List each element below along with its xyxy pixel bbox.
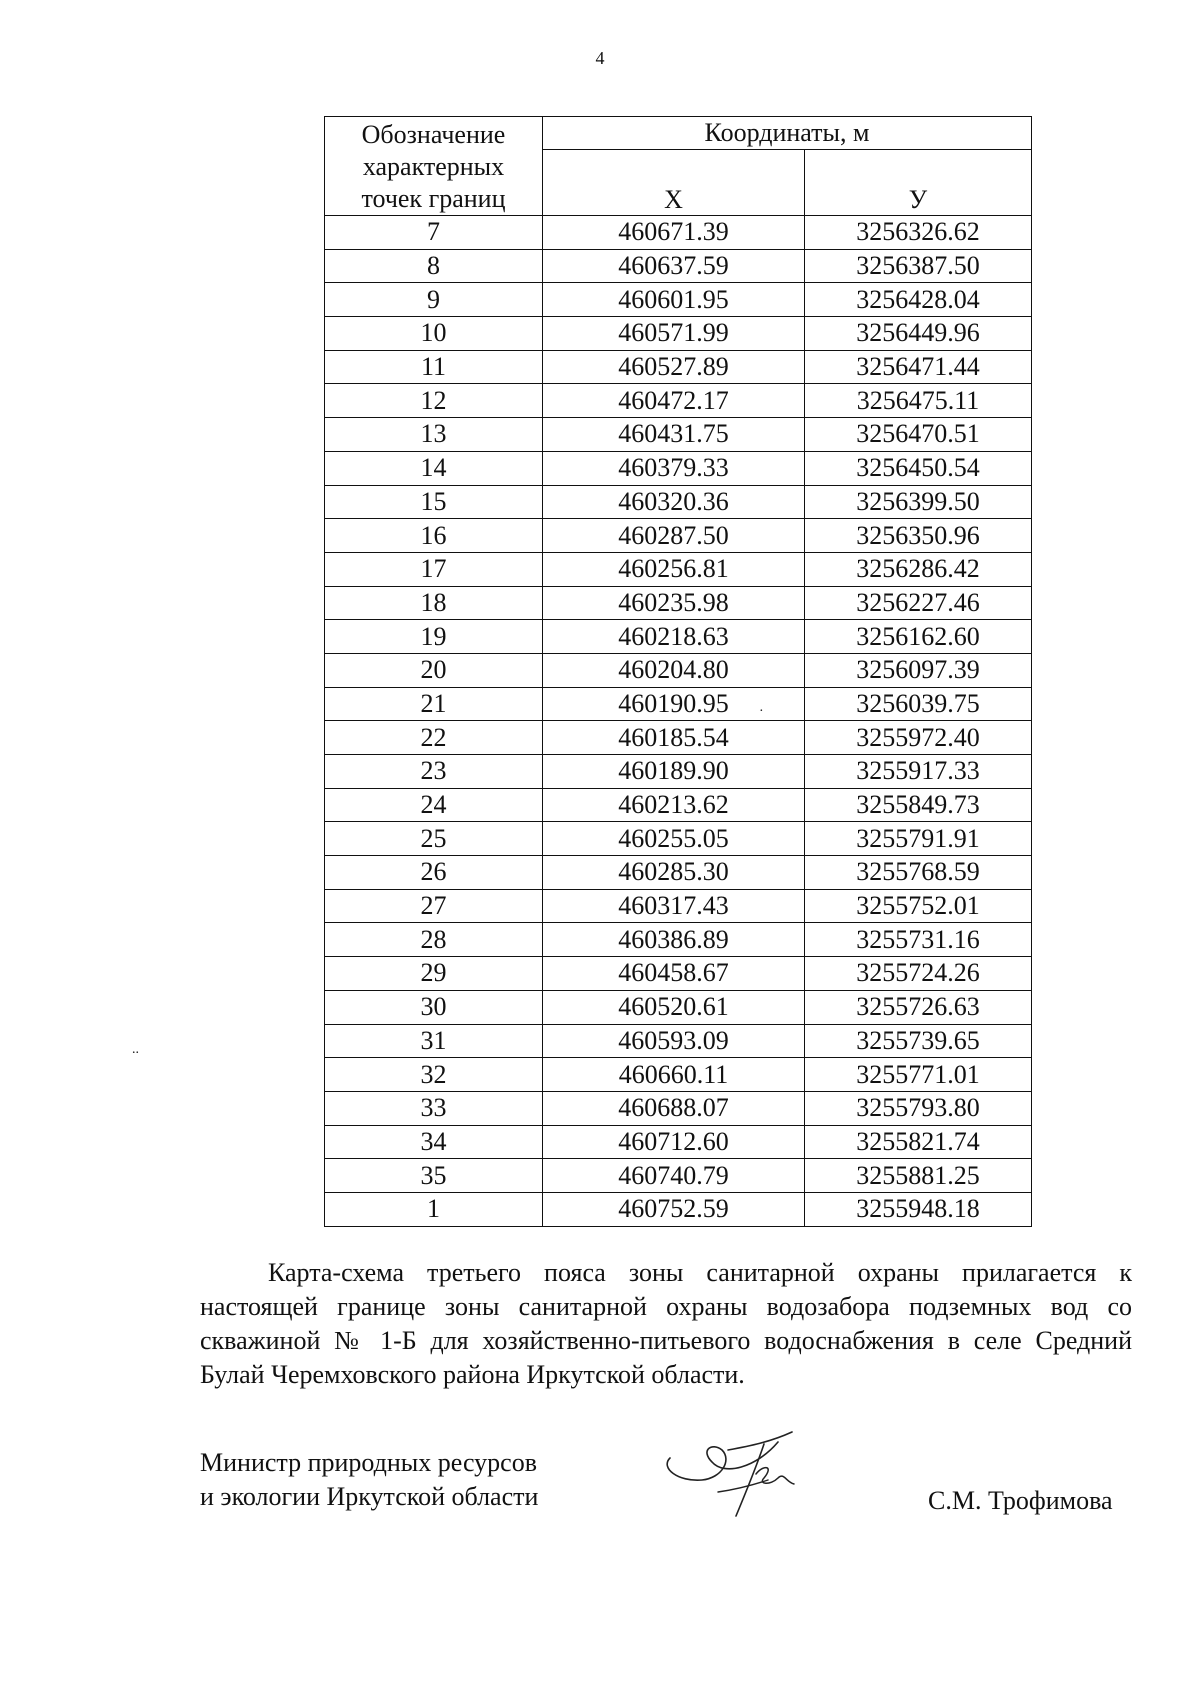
y-cell: 3256326.62 bbox=[805, 216, 1032, 250]
table-row bbox=[325, 216, 1032, 250]
table-row bbox=[325, 990, 1032, 1024]
x-cell: 460671.39 bbox=[543, 216, 805, 250]
designation-header-line: характерных bbox=[362, 152, 505, 181]
x-cell: 460740.79 bbox=[543, 1159, 805, 1193]
y-cell: 3255881.25 bbox=[805, 1159, 1032, 1193]
x-cell: 460255.05 bbox=[543, 822, 805, 856]
table-row bbox=[325, 249, 1032, 283]
table-row bbox=[325, 552, 1032, 586]
y-cell: 3256387.50 bbox=[805, 249, 1032, 283]
x-cell: 460472.17 bbox=[543, 384, 805, 418]
x-header: Х bbox=[543, 150, 805, 216]
y-cell: 3255771.01 bbox=[805, 1058, 1032, 1092]
y-cell: 3255724.26 bbox=[805, 957, 1032, 991]
y-cell: 3256039.75 bbox=[805, 687, 1032, 721]
table-row bbox=[325, 1024, 1032, 1058]
x-cell: 460660.11 bbox=[543, 1058, 805, 1092]
table-row bbox=[325, 721, 1032, 755]
y-cell: 3256097.39 bbox=[805, 653, 1032, 687]
x-cell: 460190.95 bbox=[543, 687, 805, 721]
point-cell: 9 bbox=[325, 283, 543, 317]
x-cell: 460189.90 bbox=[543, 755, 805, 789]
y-cell: 3255972.40 bbox=[805, 721, 1032, 755]
table-row bbox=[325, 856, 1032, 890]
x-cell: 460431.75 bbox=[543, 418, 805, 452]
x-cell: 460320.36 bbox=[543, 485, 805, 519]
point-cell: 25 bbox=[325, 822, 543, 856]
table-row bbox=[325, 418, 1032, 452]
x-cell: 460386.89 bbox=[543, 923, 805, 957]
minister-title bbox=[200, 1446, 538, 1514]
x-cell: 460520.61 bbox=[543, 990, 805, 1024]
minister-title-line: и экологии Иркутской области bbox=[200, 1482, 539, 1511]
y-cell: 3256428.04 bbox=[805, 283, 1032, 317]
point-cell: 26 bbox=[325, 856, 543, 890]
y-cell: 3255739.65 bbox=[805, 1024, 1032, 1058]
x-cell: 460204.80 bbox=[543, 653, 805, 687]
y-cell: 3255752.01 bbox=[805, 889, 1032, 923]
table-row bbox=[325, 586, 1032, 620]
designation-header bbox=[325, 117, 543, 216]
table-row bbox=[325, 620, 1032, 654]
table-row bbox=[325, 1192, 1032, 1226]
x-cell: 460688.07 bbox=[543, 1091, 805, 1125]
point-cell: 29 bbox=[325, 957, 543, 991]
x-cell: 460235.98 bbox=[543, 586, 805, 620]
point-cell: 21 bbox=[325, 687, 543, 721]
point-cell: 34 bbox=[325, 1125, 543, 1159]
table-row bbox=[325, 687, 1032, 721]
point-cell: 20 bbox=[325, 653, 543, 687]
table-row bbox=[325, 755, 1032, 789]
y-cell: 3255791.91 bbox=[805, 822, 1032, 856]
table-row bbox=[325, 653, 1032, 687]
y-header: У bbox=[805, 150, 1032, 216]
point-cell: 32 bbox=[325, 1058, 543, 1092]
table-row bbox=[325, 923, 1032, 957]
x-cell: 460285.30 bbox=[543, 856, 805, 890]
table-row bbox=[325, 519, 1032, 553]
point-cell: 12 bbox=[325, 384, 543, 418]
handwritten-signature bbox=[660, 1420, 820, 1520]
attachment-note: Карта-схема третьего пояса зоны санитарной охраны прилагается к настоящей границе зоны санитарной охраны водозабора подземных вод со скважиной № 1-Б для хозяйственно-питьевого водоснабжения в селе Средний Булай Черемховского района Иркутской области. bbox=[200, 1258, 1132, 1389]
table-row bbox=[325, 889, 1032, 923]
minister-title-line: Министр природных ресурсов bbox=[200, 1448, 537, 1477]
x-cell: 460752.59 bbox=[543, 1192, 805, 1226]
y-cell: 3255731.16 bbox=[805, 923, 1032, 957]
point-cell: 33 bbox=[325, 1091, 543, 1125]
point-cell: 14 bbox=[325, 451, 543, 485]
table-row bbox=[325, 451, 1032, 485]
point-cell: 35 bbox=[325, 1159, 543, 1193]
table-row bbox=[325, 788, 1032, 822]
designation-header-line: точек границ bbox=[361, 184, 506, 213]
x-cell: 460571.99 bbox=[543, 317, 805, 351]
point-cell: 27 bbox=[325, 889, 543, 923]
point-cell: 22 bbox=[325, 721, 543, 755]
y-cell: 3256475.11 bbox=[805, 384, 1032, 418]
y-cell: 3255821.74 bbox=[805, 1125, 1032, 1159]
y-cell: 3255917.33 bbox=[805, 755, 1032, 789]
point-cell: 17 bbox=[325, 552, 543, 586]
point-cell: 1 bbox=[325, 1192, 543, 1226]
point-cell: 8 bbox=[325, 249, 543, 283]
point-cell: 28 bbox=[325, 923, 543, 957]
x-cell: 460601.95 bbox=[543, 283, 805, 317]
y-cell: 3255793.80 bbox=[805, 1091, 1032, 1125]
scan-speck: .. bbox=[132, 1042, 139, 1057]
y-cell: 3255768.59 bbox=[805, 856, 1032, 890]
x-cell: 460317.43 bbox=[543, 889, 805, 923]
x-cell: 460213.62 bbox=[543, 788, 805, 822]
page-number: 4 bbox=[595, 48, 605, 68]
designation-header-line: Обозначение bbox=[361, 120, 506, 149]
x-cell: 460637.59 bbox=[543, 249, 805, 283]
x-cell: 460458.67 bbox=[543, 957, 805, 991]
table-row bbox=[325, 384, 1032, 418]
table-row bbox=[325, 1159, 1032, 1193]
table-row bbox=[325, 1058, 1032, 1092]
y-cell: 3256350.96 bbox=[805, 519, 1032, 553]
coordinates-header: Координаты, м bbox=[543, 117, 1032, 150]
y-cell: 3256227.46 bbox=[805, 586, 1032, 620]
point-cell: 13 bbox=[325, 418, 543, 452]
x-cell: 460218.63 bbox=[543, 620, 805, 654]
y-cell: 3256286.42 bbox=[805, 552, 1032, 586]
point-cell: 15 bbox=[325, 485, 543, 519]
table-row bbox=[325, 317, 1032, 351]
signer-name: С.М. Трофимова bbox=[928, 1486, 1113, 1515]
point-cell: 16 bbox=[325, 519, 543, 553]
point-cell: 24 bbox=[325, 788, 543, 822]
y-cell: 3255948.18 bbox=[805, 1192, 1032, 1226]
y-cell: 3256399.50 bbox=[805, 485, 1032, 519]
y-cell: 3255849.73 bbox=[805, 788, 1032, 822]
y-cell: 3255726.63 bbox=[805, 990, 1032, 1024]
scan-speck: · bbox=[759, 704, 764, 719]
y-cell: 3256449.96 bbox=[805, 317, 1032, 351]
point-cell: 18 bbox=[325, 586, 543, 620]
x-cell: 460185.54 bbox=[543, 721, 805, 755]
coordinates-table bbox=[324, 116, 1032, 1227]
table-row bbox=[325, 822, 1032, 856]
x-cell: 460287.50 bbox=[543, 519, 805, 553]
point-cell: 11 bbox=[325, 350, 543, 384]
x-cell: 460256.81 bbox=[543, 552, 805, 586]
table-row bbox=[325, 1125, 1032, 1159]
table-row bbox=[325, 350, 1032, 384]
point-cell: 23 bbox=[325, 755, 543, 789]
x-cell: 460593.09 bbox=[543, 1024, 805, 1058]
x-cell: 460712.60 bbox=[543, 1125, 805, 1159]
table-body bbox=[325, 216, 1032, 1227]
table-row bbox=[325, 1091, 1032, 1125]
x-cell: 460379.33 bbox=[543, 451, 805, 485]
y-cell: 3256162.60 bbox=[805, 620, 1032, 654]
table-row bbox=[325, 485, 1032, 519]
point-cell: 30 bbox=[325, 990, 543, 1024]
table-row bbox=[325, 283, 1032, 317]
x-cell: 460527.89 bbox=[543, 350, 805, 384]
y-cell: 3256471.44 bbox=[805, 350, 1032, 384]
point-cell: 31 bbox=[325, 1024, 543, 1058]
point-cell: 10 bbox=[325, 317, 543, 351]
point-cell: 19 bbox=[325, 620, 543, 654]
y-cell: 3256470.51 bbox=[805, 418, 1032, 452]
y-cell: 3256450.54 bbox=[805, 451, 1032, 485]
table-row bbox=[325, 957, 1032, 991]
point-cell: 7 bbox=[325, 216, 543, 250]
